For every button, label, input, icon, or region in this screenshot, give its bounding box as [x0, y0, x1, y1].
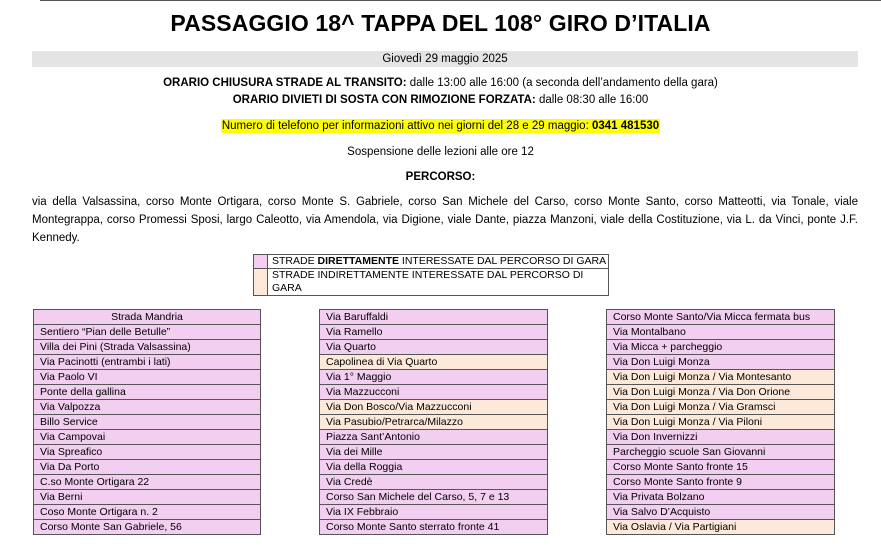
- street-cell: Via Don Luigi Monza / Via Montesanto: [607, 370, 835, 385]
- street-cell: Via Don Luigi Monza: [607, 355, 835, 370]
- route-description: via della Valsassina, corso Monte Ortigara, corso Monte S. Gabriele, corso San Michele del Carso, corso Monte Santo, corso Matteotti, via Tonale, viale Montegrappa, corso Promessi Sposi, largo Caleotto, via Amendola, via Digione, viale Dante, piazza Manzoni, viale della Costituzione, via L. da Vinci, ponte J.F. Kennedy.: [32, 196, 858, 244]
- street-row: [34, 490, 261, 505]
- street-cell: Villa dei Pini (Strada Valsassina): [34, 340, 261, 355]
- street-cell: Via Salvo D’Acquisto: [607, 505, 835, 520]
- legend: [253, 254, 609, 296]
- street-cell: Strada Mandria: [34, 310, 261, 325]
- closure-value: dalle 13:00 alle 16:00 (a seconda dell’andamento della gara): [406, 77, 718, 89]
- street-row: [320, 520, 548, 535]
- parking-label: ORARIO DIVIETI DI SOSTA CON RIMOZIONE FORZATA:: [232, 94, 536, 106]
- event-date: Giovedì 29 maggio 2025: [32, 51, 858, 67]
- street-row: [607, 505, 835, 520]
- street-row: [34, 430, 261, 445]
- street-row: [607, 475, 835, 490]
- street-cell: Corso Monte Santo/Via Micca fermata bus: [607, 310, 835, 325]
- legend-direct-post: INTERESSATE DAL PERCORSO DI GARA: [398, 255, 607, 267]
- street-row: [320, 400, 548, 415]
- street-row: [607, 355, 835, 370]
- parking-value: dalle 08:30 alle 16:00: [535, 94, 649, 106]
- street-cell: Coso Monte Ortigara n. 2: [34, 505, 261, 520]
- street-row: [34, 400, 261, 415]
- legend-direct-row: [254, 255, 609, 269]
- street-cell: Piazza Sant’Antonio: [320, 430, 548, 445]
- street-row: [320, 310, 548, 325]
- street-row: [607, 415, 835, 430]
- street-cell: Via Pasubio/Petrarca/Milazzo: [320, 415, 548, 430]
- street-cell: Capolinea di Via Quarto: [320, 355, 548, 370]
- street-row: [320, 355, 548, 370]
- parking-hours: [0, 94, 881, 106]
- street-cell: Via Spreafico: [34, 445, 261, 460]
- street-row: [320, 505, 548, 520]
- school-suspension: Sospensione delle lezioni alle ore 12: [347, 146, 534, 158]
- street-row: [320, 475, 548, 490]
- page-title: PASSAGGIO 18^ TAPPA DEL 108° GIRO D’ITALIA: [170, 10, 711, 36]
- street-row: [34, 460, 261, 475]
- street-cell: Via Quarto: [320, 340, 548, 355]
- street-cell: Via Micca + parcheggio: [607, 340, 835, 355]
- street-row: [34, 310, 261, 325]
- street-row: [34, 325, 261, 340]
- street-row: [34, 385, 261, 400]
- street-cell: Corso Monte Santo fronte 9: [607, 475, 835, 490]
- street-cell: Via IX Febbraio: [320, 505, 548, 520]
- street-row: [320, 445, 548, 460]
- street-cell: C.so Monte Ortigara 22: [34, 475, 261, 490]
- street-row: [320, 490, 548, 505]
- street-cell: Via 1° Maggio: [320, 370, 548, 385]
- street-row: [320, 430, 548, 445]
- phone-highlight: [221, 119, 660, 133]
- street-cell: Via Paolo VI: [34, 370, 261, 385]
- legend-direct-swatch: [254, 255, 268, 269]
- street-row: [607, 325, 835, 340]
- street-row: [607, 445, 835, 460]
- legend-indirect-label: STRADE INDIRETTAMENTE INTERESSATE DAL PERCORSO DI GARA: [268, 269, 609, 296]
- street-row: [34, 445, 261, 460]
- street-row: [320, 370, 548, 385]
- street-cell: Via Privata Bolzano: [607, 490, 835, 505]
- street-cell: Via Baruffaldi: [320, 310, 548, 325]
- legend-direct-bold: DIRETTAMENTE: [317, 255, 399, 267]
- street-row: [34, 370, 261, 385]
- street-cell: Via Ramello: [320, 325, 548, 340]
- street-cell: Via Don Luigi Monza / Via Don Orione: [607, 385, 835, 400]
- street-cell: Via dei Mille: [320, 445, 548, 460]
- legend-indirect-swatch: [254, 269, 268, 296]
- street-cell: Ponte della gallina: [34, 385, 261, 400]
- street-cell: Via Credè: [320, 475, 548, 490]
- street-row: [607, 340, 835, 355]
- street-list-column-3: [606, 309, 835, 535]
- closure-hours: [0, 77, 881, 89]
- street-cell: Via Valpozza: [34, 400, 261, 415]
- street-row: [320, 385, 548, 400]
- street-cell: Via Da Porto: [34, 460, 261, 475]
- street-row: [34, 505, 261, 520]
- street-row: [320, 325, 548, 340]
- street-list-column-1: [33, 309, 261, 535]
- route-heading: [0, 171, 881, 183]
- phone-info: [0, 120, 881, 132]
- top-border: [40, 0, 881, 1]
- street-cell: Via Oslavia / Via Partigiani: [607, 520, 835, 535]
- street-cell: Sentiero “Pian delle Betulle”: [34, 325, 261, 340]
- street-row: [320, 340, 548, 355]
- street-cell: Corso San Michele del Carso, 5, 7 e 13: [320, 490, 548, 505]
- street-cell: Via Don Luigi Monza / Via Gramsci: [607, 400, 835, 415]
- street-cell: Via Don Bosco/Via Mazzucconi: [320, 400, 548, 415]
- street-cell: Via Mazzucconi: [320, 385, 548, 400]
- street-row: [607, 310, 835, 325]
- street-row: [34, 520, 261, 535]
- street-list-column-2: [319, 309, 548, 535]
- legend-direct-label: [268, 255, 609, 269]
- street-row: [607, 520, 835, 535]
- street-cell: Via Montalbano: [607, 325, 835, 340]
- street-cell: Via Don Luigi Monza / Via Piloni: [607, 415, 835, 430]
- legend-direct-pre: STRADE: [272, 255, 318, 267]
- street-row: [607, 370, 835, 385]
- phone-number: 0341 481530: [591, 120, 660, 132]
- street-cell: Billo Service: [34, 415, 261, 430]
- street-row: [34, 355, 261, 370]
- street-row: [607, 400, 835, 415]
- street-row: [607, 490, 835, 505]
- street-row: [607, 430, 835, 445]
- street-row: [34, 475, 261, 490]
- street-row: [320, 460, 548, 475]
- route-heading-text: PERCORSO:: [405, 171, 476, 183]
- street-row: [34, 340, 261, 355]
- street-cell: Via Don Invernizzi: [607, 430, 835, 445]
- street-cell: Via Berni: [34, 490, 261, 505]
- street-row: [34, 415, 261, 430]
- street-cell: Corso Monte Santo fronte 15: [607, 460, 835, 475]
- street-row: [320, 415, 548, 430]
- street-cell: Parcheggio scuole San Giovanni: [607, 445, 835, 460]
- street-cell: Corso Monte Santo sterrato fronte 41: [320, 520, 548, 535]
- street-cell: Via Pacinotti (entrambi i lati): [34, 355, 261, 370]
- street-cell: Corso Monte San Gabriele, 56: [34, 520, 261, 535]
- legend-indirect-row: [254, 269, 609, 296]
- street-cell: Via della Roggia: [320, 460, 548, 475]
- street-cell: Via Campovai: [34, 430, 261, 445]
- closure-label: ORARIO CHIUSURA STRADE AL TRANSITO:: [163, 77, 407, 89]
- street-row: [607, 385, 835, 400]
- street-row: [607, 460, 835, 475]
- phone-text: Numero di telefono per informazioni attivo nei giorni del 28 e 29 maggio:: [221, 120, 592, 132]
